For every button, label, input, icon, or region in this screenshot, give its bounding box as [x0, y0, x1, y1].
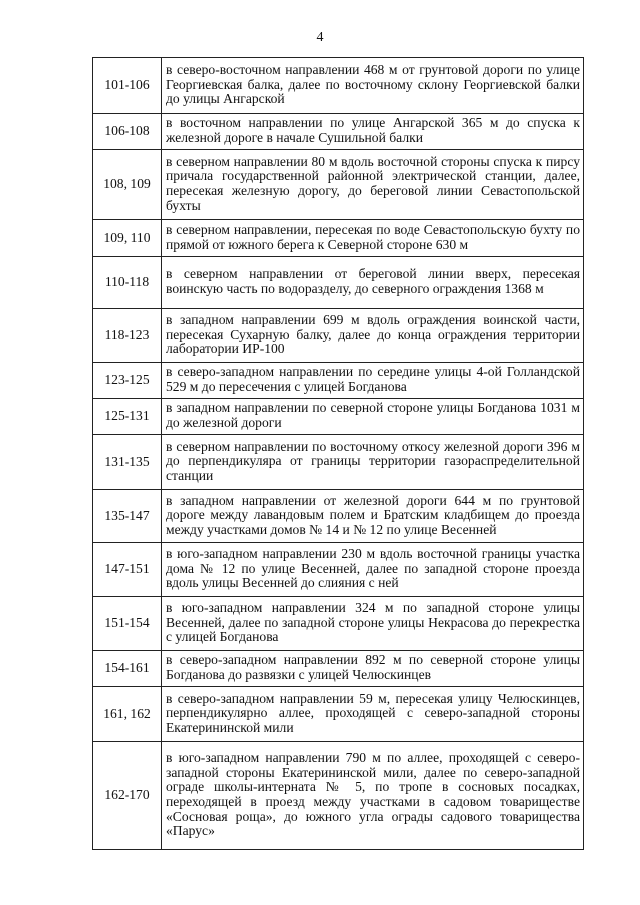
point-range-cell: 125-131	[93, 399, 162, 435]
route-description-cell: в северном направлении 80 м вдоль восточной стороны спуска к пирсу причала государственной районной электрической станции, далее, пересекая железную дорогу, до береговой линии Севастопольской бухты	[162, 150, 584, 220]
route-description-cell: в северо-восточном направлении 468 м от грунтовой дороги по улице Георгиевская балка, далее по восточному склону Георгиевской балки до улицы Ангарской	[162, 58, 584, 114]
route-description-cell: в северном направлении, пересекая по воде Севастопольскую бухту по прямой от южного берега к Северной стороне 630 м	[162, 220, 584, 257]
table-row	[93, 543, 584, 597]
table-row	[93, 309, 584, 363]
point-range-cell: 161, 162	[93, 687, 162, 742]
page-number: 4	[316, 30, 324, 45]
point-range-cell: 131-135	[93, 435, 162, 490]
point-range-cell: 110-118	[93, 257, 162, 309]
point-range-cell: 147-151	[93, 543, 162, 597]
table-row	[93, 220, 584, 257]
point-range-cell: 101-106	[93, 58, 162, 114]
table-row	[93, 742, 584, 850]
route-description-cell: в северном направлении от береговой линии вверх, пересекая воинскую часть по водоразделу, до северного ограждения 1368 м	[162, 257, 584, 309]
point-range-cell: 154-161	[93, 651, 162, 687]
table-row	[93, 597, 584, 651]
route-description-cell: в северном направлении по восточному откосу железной дороги 396 м до перпендикуляра от границы территории газораспределительной станции	[162, 435, 584, 490]
table-row	[93, 399, 584, 435]
route-description-cell: в северо-западном направлении 892 м по северной стороне улицы Богданова до развязки с улицей Челюскинцев	[162, 651, 584, 687]
table-row	[93, 150, 584, 220]
table-row	[93, 363, 584, 399]
point-range-cell: 109, 110	[93, 220, 162, 257]
point-range-cell: 108, 109	[93, 150, 162, 220]
route-description-cell: в западном направлении от железной дороги 644 м по грунтовой дороге между лавандовым полем и Братским кладбищем до проезда между участками домов № 14 и № 12 по улице Весенней	[162, 490, 584, 543]
table-row	[93, 435, 584, 490]
table-row	[93, 651, 584, 687]
route-description-cell: в юго-западном направлении 230 м вдоль восточной границы участка дома № 12 по улице Весенней, далее по западной стороне проезда вдоль улицы Весенней до слияния с ней	[162, 543, 584, 597]
route-description-cell: в восточном направлении по улице Ангарской 365 м до спуска к железной дороге в начале Сушильной балки	[162, 114, 584, 150]
table-row	[93, 490, 584, 543]
point-range-cell: 162-170	[93, 742, 162, 850]
route-description-cell: в юго-западном направлении 790 м по аллее, проходящей с северо-западной стороны Екатерининской мили, далее по северо-западной ограде школы-интерната № 5, по тропе в сосновых посадках, переходящей в проезд между участками в садовом товариществе «Сосновая роща», до южного угла ограды садового товарищества «Парус»	[162, 742, 584, 850]
table-row	[93, 257, 584, 309]
route-description-cell: в западном направлении 699 м вдоль ограждения воинской части, пересекая Сухарную балку, далее до конца ограждения территории лаборатории ИР-100	[162, 309, 584, 363]
table-row	[93, 687, 584, 742]
route-description-cell: в западном направлении по северной стороне улицы Богданова 1031 м до железной дороги	[162, 399, 584, 435]
point-range-cell: 118-123	[93, 309, 162, 363]
route-description-cell: в юго-западном направлении 324 м по западной стороне улицы Весенней, далее по западной стороне улицы Некрасова до перекрестка с улицей Богданова	[162, 597, 584, 651]
table-row	[93, 114, 584, 150]
table-row	[93, 58, 584, 114]
point-range-cell: 106-108	[93, 114, 162, 150]
point-range-cell: 123-125	[93, 363, 162, 399]
point-range-cell: 135-147	[93, 490, 162, 543]
table-body	[93, 58, 584, 850]
boundary-description-table	[92, 57, 584, 850]
point-range-cell: 151-154	[93, 597, 162, 651]
route-description-cell: в северо-западном направлении 59 м, пересекая улицу Челюскинцев, перпендикулярно аллее, проходящей с северо-западной стороны Екатерининской мили	[162, 687, 584, 742]
route-description-cell: в северо-западном направлении по середине улицы 4-ой Голландской 529 м до пересечения с улицей Богданова	[162, 363, 584, 399]
